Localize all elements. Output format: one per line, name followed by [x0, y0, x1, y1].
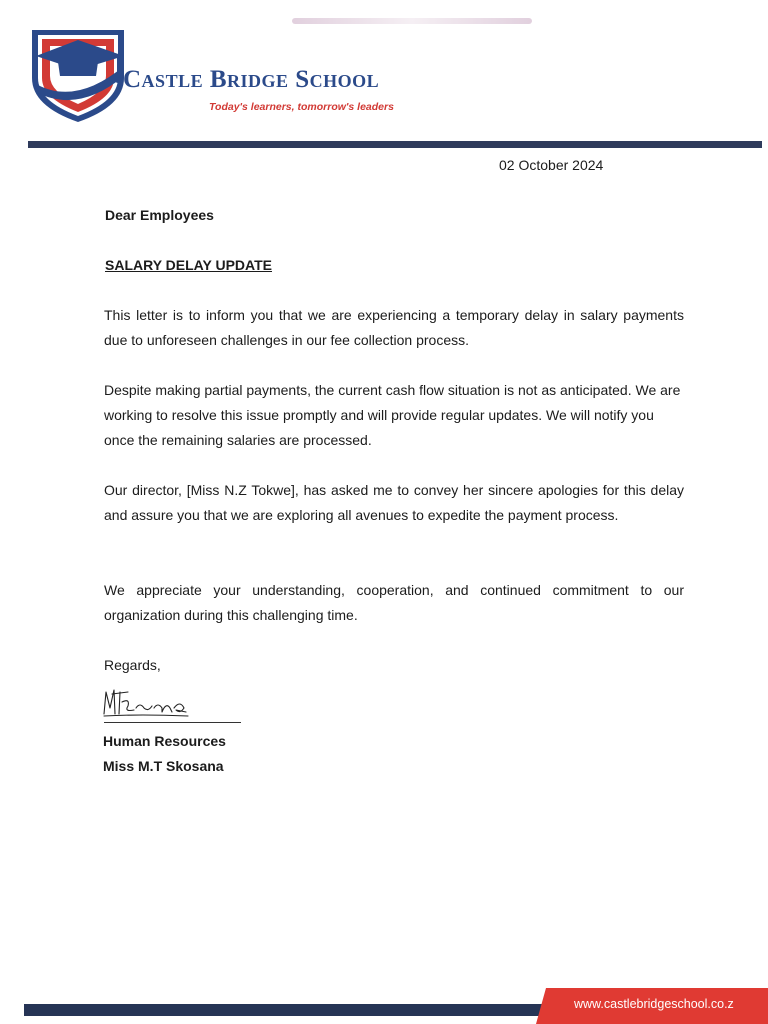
body-paragraph-3: Our director, [Miss N.Z Tokwe], has asked me to convey her sincere apologies for this delay and assure you that we are exploring all avenues to expedite the payment process.	[104, 482, 684, 523]
header-divider	[28, 141, 762, 148]
signatory-department: Human Resources	[103, 733, 226, 749]
footer-website: www.castlebridgeschool.co.z	[574, 997, 734, 1011]
signature-line	[104, 722, 241, 723]
school-crest-logo	[28, 26, 128, 126]
body-paragraph-4: We appreciate your understanding, cooperation, and continued commitment to our organization during this challenging time.	[104, 582, 684, 623]
letter-date: 02 October 2024	[499, 157, 604, 173]
scan-artifact	[292, 18, 532, 24]
closing: Regards,	[104, 657, 161, 673]
body-paragraph-2: Despite making partial payments, the current cash flow situation is not as anticipated. We are working to resolve this issue promptly and will provide regular updates. We will notify you once the remaining salaries are processed.	[104, 382, 681, 448]
school-name: Castle Bridge School	[123, 66, 380, 93]
signatory-name: Miss M.T Skosana	[103, 758, 224, 774]
body-paragraph-1: This letter is to inform you that we are experiencing a temporary delay in salary payments due to unforeseen challenges in our fee collection process.	[104, 307, 684, 348]
salutation: Dear Employees	[105, 207, 214, 223]
letter-subject: SALARY DELAY UPDATE	[105, 257, 272, 273]
handwritten-signature	[100, 684, 190, 720]
school-tagline: Today's learners, tomorrow's leaders	[209, 101, 394, 113]
footer-divider	[24, 1004, 544, 1016]
